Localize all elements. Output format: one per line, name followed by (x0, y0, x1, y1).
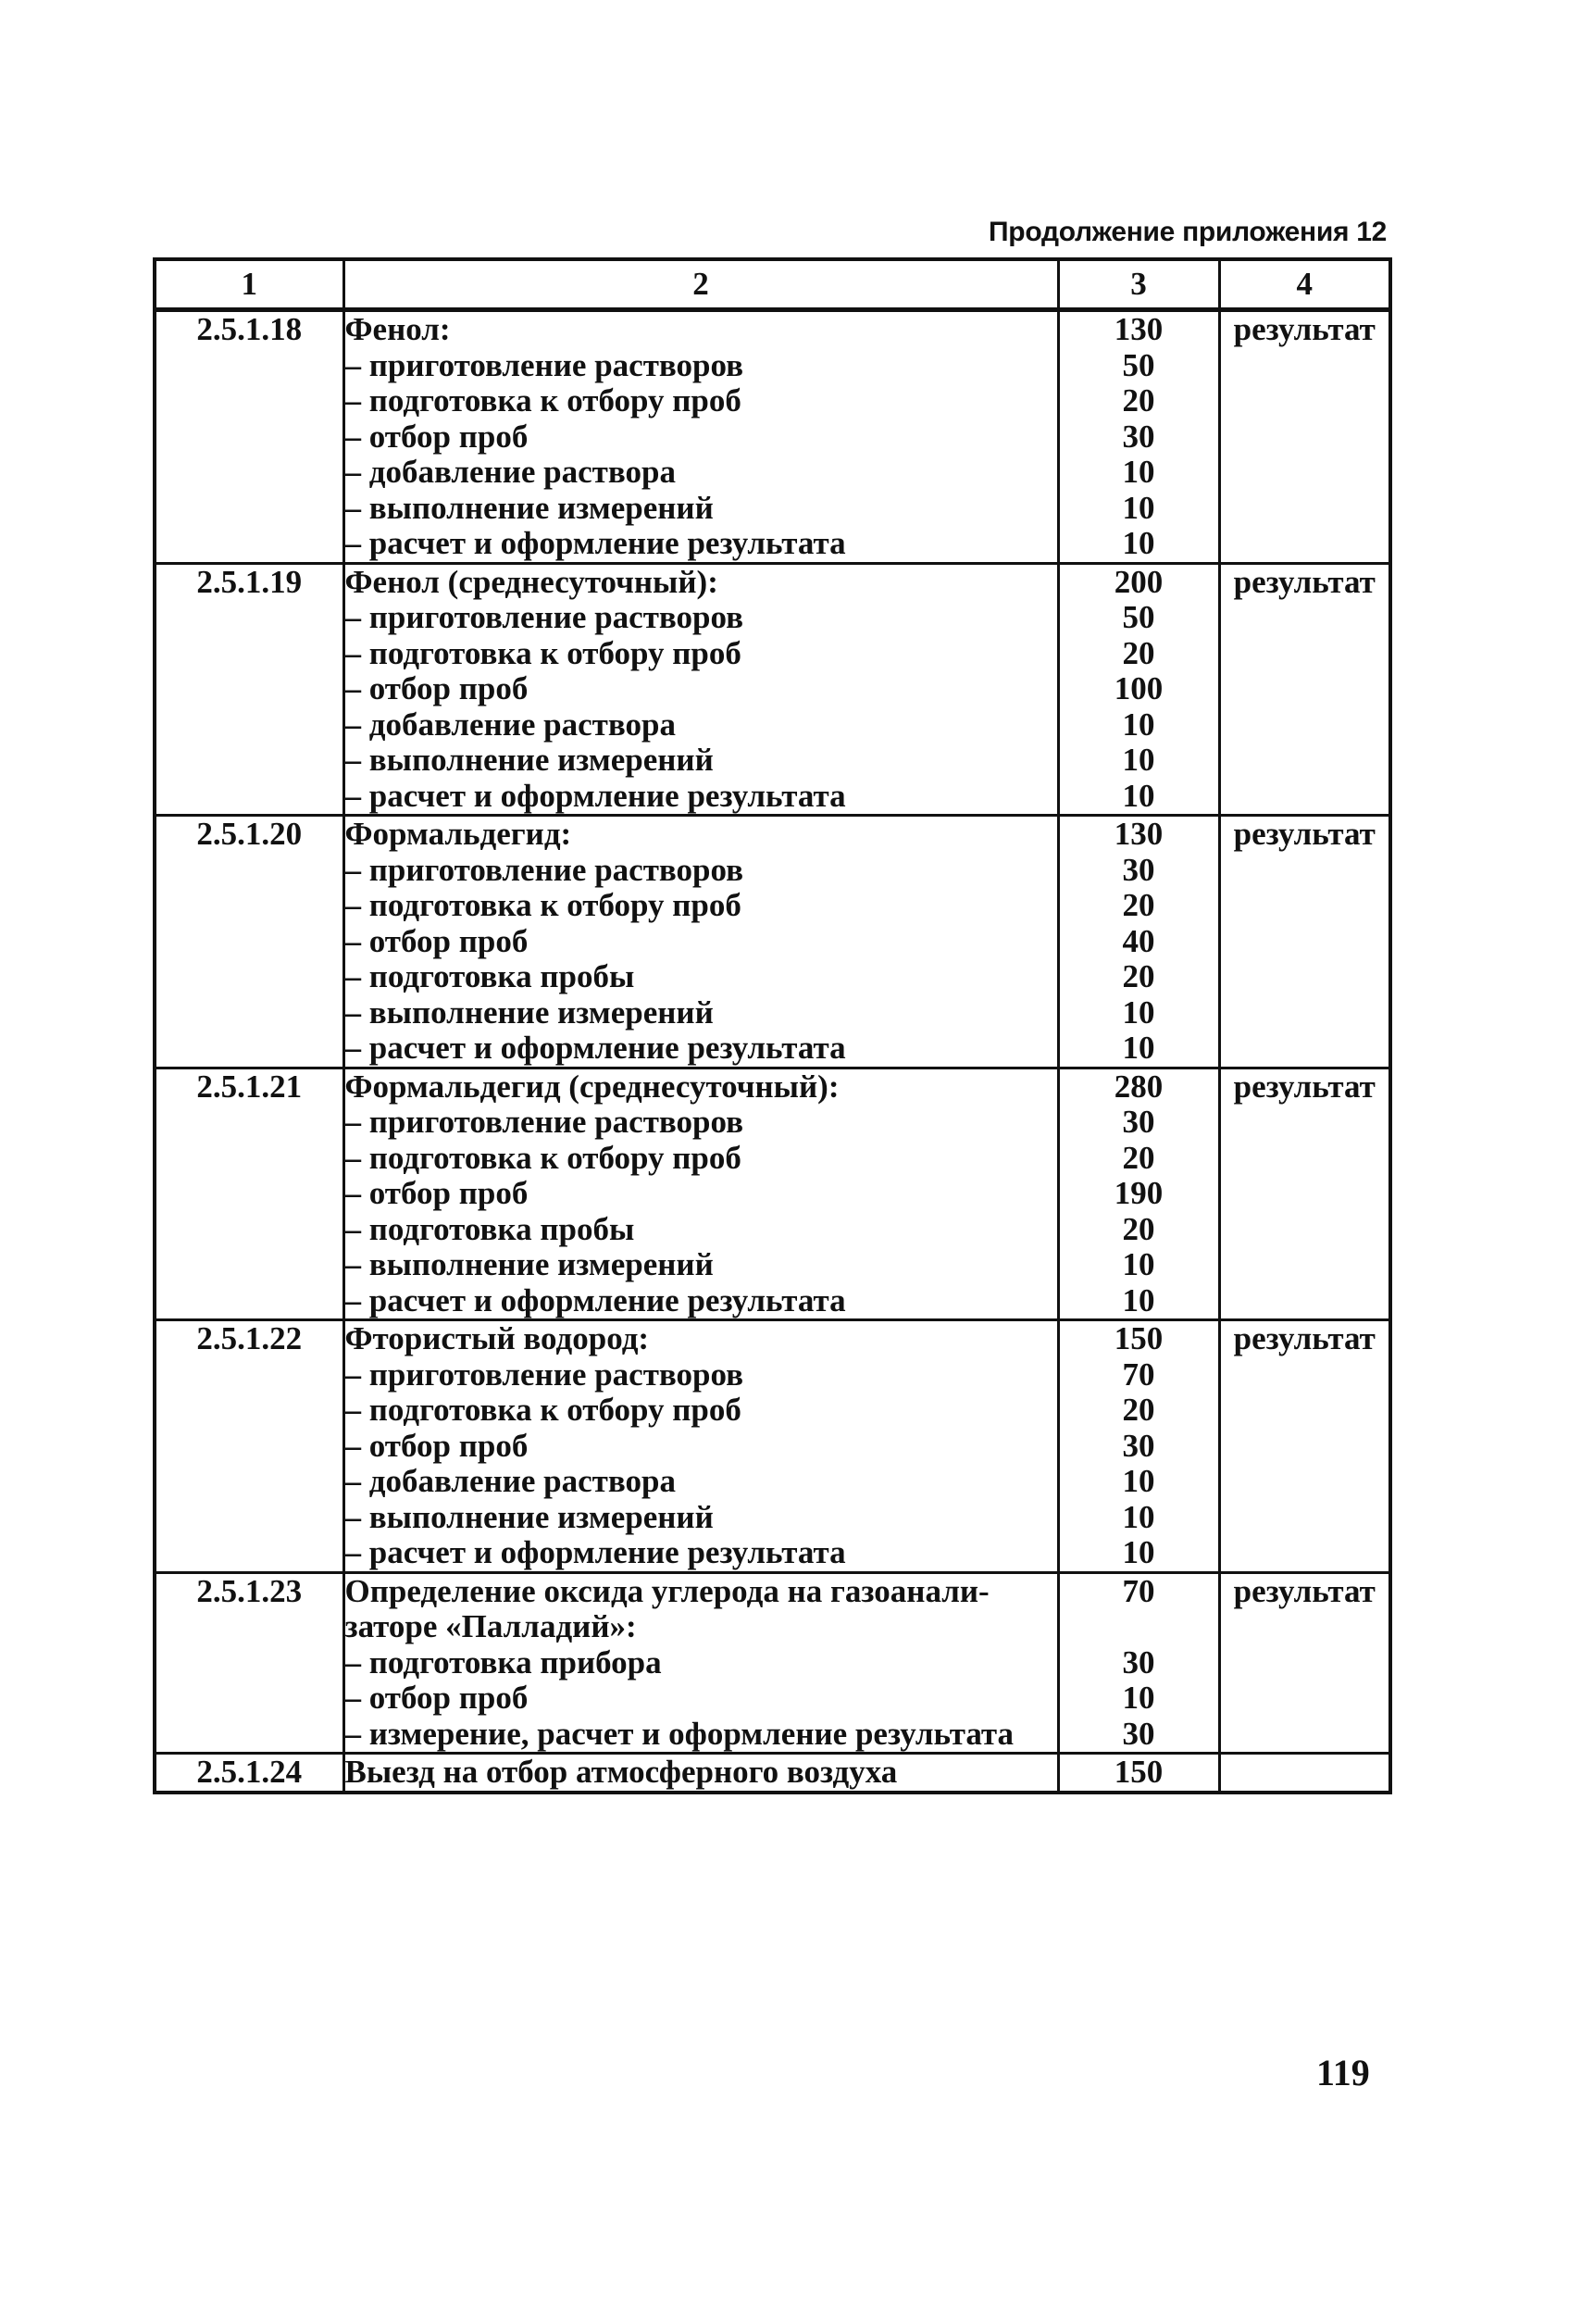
step-label: – отбор проб (344, 1680, 529, 1716)
row-title: Определение оксида углерода на газоанали- (344, 1572, 990, 1609)
step-value: 10 (1122, 454, 1155, 490)
step-label: – выполнение измерений (344, 742, 714, 778)
row-description (343, 1572, 1058, 1754)
step-value: 20 (1122, 1139, 1155, 1176)
step-label: – расчет и оформление результата (344, 777, 846, 814)
step-label: – выполнение измерений (344, 1246, 714, 1282)
row-result: результат (1219, 1068, 1390, 1320)
table-row (155, 563, 1390, 816)
step-value: 10 (1122, 1680, 1155, 1716)
step-value: 10 (1122, 1246, 1155, 1282)
header-col-4: 4 (1219, 259, 1390, 310)
row-result (1219, 1754, 1390, 1793)
step-label: – выполнение измерений (344, 993, 714, 1031)
step-value: 30 (1122, 1643, 1155, 1681)
step-label: – приготовление растворов (344, 851, 744, 888)
row-title: Фтористый водород: (344, 1320, 650, 1356)
header-col-3: 3 (1058, 259, 1219, 310)
step-value: 30 (1122, 1104, 1155, 1140)
step-label: – подготовка прибора (344, 1643, 662, 1681)
row-description (343, 816, 1058, 1068)
step-label: – расчет и оформление результата (344, 1030, 846, 1066)
step-label: – подготовка пробы (344, 1210, 635, 1247)
row-title: Фенол (среднесуточный): (344, 563, 718, 600)
step-label: – приготовление растворов (344, 1356, 744, 1393)
step-value: 30 (1122, 418, 1155, 455)
table-row (155, 310, 1390, 564)
row-total: 280 (1114, 1068, 1164, 1105)
step-value: 10 (1122, 1030, 1155, 1066)
row-code: 2.5.1.23 (155, 1572, 343, 1754)
step-label: – отбор проб (344, 670, 529, 706)
row-total: 150 (1114, 1754, 1164, 1790)
row-total: 70 (1122, 1572, 1155, 1609)
step-value: 20 (1122, 1392, 1155, 1428)
row-total: 130 (1114, 311, 1164, 347)
step-value: 70 (1122, 1356, 1155, 1393)
step-value: 10 (1122, 706, 1155, 743)
step-label: – выполнение измерений (344, 1498, 714, 1535)
step-label: – добавление раствора (344, 454, 677, 490)
row-values (1058, 563, 1219, 816)
table-row (155, 816, 1390, 1068)
row-total: 200 (1114, 563, 1164, 600)
spacer (1060, 1609, 1218, 1645)
row-description (343, 1320, 1058, 1573)
step-value: 10 (1122, 525, 1155, 561)
step-label: – приготовление растворов (344, 346, 744, 383)
header-col-1: 1 (155, 259, 343, 310)
row-values (1058, 1320, 1219, 1573)
row-title: Формальдегид: (344, 816, 572, 852)
step-value: 10 (1122, 1463, 1155, 1499)
step-value: 10 (1122, 1281, 1155, 1318)
norms-table (153, 257, 1392, 1794)
step-label: – измерение, расчет и оформление результата (344, 1715, 1015, 1752)
row-description (343, 1754, 1058, 1793)
step-label: – расчет и оформление результата (344, 1281, 846, 1318)
row-title: Фенол: (344, 311, 451, 347)
row-result: результат (1219, 310, 1390, 564)
header-col-2: 2 (343, 259, 1058, 310)
page-number: 119 (1316, 2052, 1370, 2093)
step-label: – подготовка к отбору проб (344, 634, 741, 671)
row-result: результат (1219, 1320, 1390, 1573)
step-value: 30 (1122, 851, 1155, 888)
row-values (1058, 1572, 1219, 1754)
step-label: – приготовление растворов (344, 1104, 744, 1140)
row-description (343, 1068, 1058, 1320)
row-description (343, 310, 1058, 564)
step-label: – подготовка к отбору проб (344, 887, 741, 923)
table-row (155, 1572, 1390, 1754)
step-value: 10 (1122, 742, 1155, 778)
step-value: 20 (1122, 382, 1155, 419)
row-title: Выезд на отбор атмосферного воздуха (344, 1754, 898, 1790)
row-values (1058, 310, 1219, 564)
step-value: 50 (1122, 599, 1155, 635)
step-value: 10 (1122, 1498, 1155, 1535)
table-row (155, 1754, 1390, 1793)
step-label: – отбор проб (344, 1175, 529, 1211)
table-row (155, 1320, 1390, 1573)
step-label: – добавление раствора (344, 706, 677, 743)
row-values (1058, 1754, 1219, 1793)
table-header (155, 259, 1390, 310)
row-code: 2.5.1.20 (155, 816, 343, 1068)
step-value: 50 (1122, 346, 1155, 383)
step-value: 20 (1122, 887, 1155, 923)
step-label: – подготовка к отбору проб (344, 1139, 741, 1176)
step-value: 30 (1122, 1427, 1155, 1464)
step-value: 10 (1122, 993, 1155, 1031)
step-value: 20 (1122, 1210, 1155, 1247)
row-total: 150 (1114, 1320, 1164, 1356)
step-value: 20 (1122, 634, 1155, 671)
row-code: 2.5.1.24 (155, 1754, 343, 1793)
row-code: 2.5.1.18 (155, 310, 343, 564)
row-total: 130 (1114, 816, 1164, 852)
step-value: 10 (1122, 777, 1155, 814)
row-title: Формальдегид (среднесуточный): (344, 1068, 840, 1105)
step-value: 20 (1122, 958, 1155, 994)
step-label: – отбор проб (344, 418, 529, 455)
step-label: – расчет и оформление результата (344, 525, 846, 561)
step-label: – отбор проб (344, 1427, 529, 1464)
step-label: – приготовление растворов (344, 599, 744, 635)
row-code: 2.5.1.22 (155, 1320, 343, 1573)
step-label: – отбор проб (344, 922, 529, 959)
step-value: 10 (1122, 489, 1155, 526)
row-values (1058, 1068, 1219, 1320)
step-value: 100 (1114, 670, 1164, 706)
step-value: 10 (1122, 1534, 1155, 1570)
row-result: результат (1219, 1572, 1390, 1754)
step-label: – подготовка к отбору проб (344, 1392, 741, 1428)
continuation-label: Продолжение приложения 12 (989, 217, 1387, 247)
row-code: 2.5.1.21 (155, 1068, 343, 1320)
step-label: – расчет и оформление результата (344, 1534, 846, 1570)
step-label: – подготовка к отбору проб (344, 382, 741, 419)
step-label: – подготовка пробы (344, 958, 635, 994)
table-body (155, 310, 1390, 1793)
row-description (343, 563, 1058, 816)
step-value: 190 (1114, 1175, 1164, 1211)
row-values (1058, 816, 1219, 1068)
table-row (155, 1068, 1390, 1320)
row-result: результат (1219, 563, 1390, 816)
step-value: 30 (1122, 1715, 1155, 1752)
step-value: 40 (1122, 922, 1155, 959)
step-label: – выполнение измерений (344, 489, 714, 526)
row-code: 2.5.1.19 (155, 563, 343, 816)
row-title: заторе «Палладий»: (344, 1608, 637, 1644)
step-label: – добавление раствора (344, 1463, 677, 1499)
row-result: результат (1219, 816, 1390, 1068)
